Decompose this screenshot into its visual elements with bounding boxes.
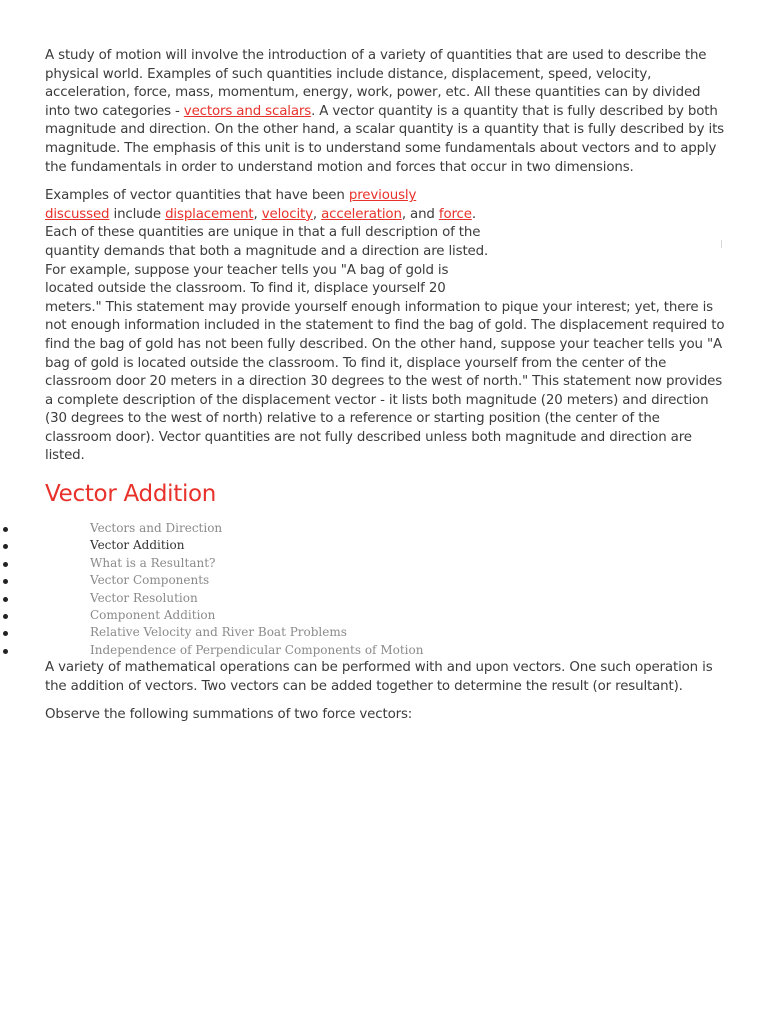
unique-line-1: Each of these quantities are unique in that a full description of the: [45, 225, 481, 241]
topic-item-vector-components[interactable]: [0, 572, 720, 589]
topic-item-vector-resolution[interactable]: [0, 590, 720, 607]
topic-label: Vector Addition: [90, 538, 185, 553]
examples-paragraph: [45, 187, 725, 466]
topic-item-relative-velocity[interactable]: [0, 624, 720, 641]
example-line-1: For example, suppose your teacher tells you "A bag of gold is: [45, 262, 449, 278]
topic-label: Relative Velocity and River Boat Problems: [90, 625, 347, 640]
intro-paragraph: [45, 47, 725, 177]
operations-paragraph: A variety of mathematical operations can be performed with and upon vectors. One such operation is the addition of vectors. Two vectors can be added together to determine the result (or resultant).: [45, 660, 713, 694]
bullet-icon: [3, 614, 8, 619]
section-heading: Vector Addition: [45, 481, 217, 508]
bullet-icon: [3, 579, 8, 584]
intro-text-before: A study of motion will involve the introduction of a variety of quantities that are used to describe the physical world. Examples of such quantities include distance, displacement, speed, velocity, acceleration, force, mass, momentum, energy, work, power, etc. All these quantities can by divided into two categories -: [45, 48, 707, 119]
examples-separator: ,: [253, 206, 262, 222]
intro-text-after: . A vector quantity is a quantity that is fully described by both magnitude and direction. On the other hand, a scalar quantity is a quantity that is fully described by its magnitude. The emphasis of this unit is to understand some fundamentals about vectors and to apply the fundamentals in order to understand motion and forces that occur in two dimensions.: [45, 103, 724, 175]
bullet-icon: [3, 597, 8, 602]
topic-label: Vector Components: [90, 573, 210, 588]
link-acceleration[interactable]: acceleration: [321, 206, 402, 222]
link-discussed[interactable]: discussed: [45, 206, 110, 222]
examples-lead: Examples of vector quantities that have been: [45, 188, 349, 204]
bullet-icon: [3, 631, 8, 636]
example-line-2: located outside the classroom. To find it, displace yourself 20: [45, 281, 446, 297]
topic-item-vector-addition[interactable]: [0, 537, 720, 554]
examples-and-text: , and: [401, 206, 439, 222]
example-rest: meters." This statement may provide yourself enough information to pique your interest; yet, there is not enough information included in the statement to find the bag of gold. The displacement required to find the bag of gold has not been fully described. On the other hand, suppose your teacher tells you "A bag of gold is located outside the classroom. To find it, displace yourself from the center of the classroom door 20 meters in a direction 30 degrees to the west of north." This statement now provides a complete description of the displacement vector - it lists both magnitude (20 meters) and direction (30 degrees to the west of north) relative to a reference or starting position (the center of the classroom door). Vector quantities are not fully described unless both magnitude and direction are listed.: [45, 299, 725, 464]
topic-item-component-addition[interactable]: [0, 607, 720, 624]
bullet-icon: [3, 649, 8, 654]
examples-separator: ,: [312, 206, 322, 222]
topic-item-what-is-a-resultant[interactable]: [0, 555, 720, 572]
topic-nav-list: [0, 520, 720, 659]
link-vectors-and-scalars[interactable]: vectors and scalars: [183, 103, 312, 119]
examples-include-text: include: [109, 206, 166, 222]
bullet-icon: [3, 527, 8, 532]
unique-line-2: quantity demands that both a magnitude and a direction are listed.: [45, 243, 489, 259]
document-body: [45, 47, 725, 735]
topic-label: Vector Resolution: [90, 590, 198, 605]
topic-label: Vectors and Direction: [90, 521, 223, 536]
topic-label: Component Addition: [90, 608, 216, 623]
link-previously[interactable]: previously: [348, 188, 417, 204]
topic-item-vectors-and-direction[interactable]: [0, 520, 720, 537]
examples-period: .: [471, 206, 476, 222]
bullet-icon: [3, 562, 8, 567]
link-velocity[interactable]: velocity: [261, 206, 313, 222]
bullet-icon: [3, 544, 8, 549]
observe-paragraph: Observe the following summations of two force vectors:: [45, 707, 413, 723]
topic-label: Independence of Perpendicular Components of Motion: [90, 642, 424, 657]
link-displacement[interactable]: displacement: [165, 206, 254, 222]
topic-label: What is a Resultant?: [90, 555, 216, 570]
topic-item-independence-of-components[interactable]: [0, 642, 720, 659]
divider-mark: [721, 240, 722, 248]
link-force[interactable]: force: [438, 206, 472, 222]
